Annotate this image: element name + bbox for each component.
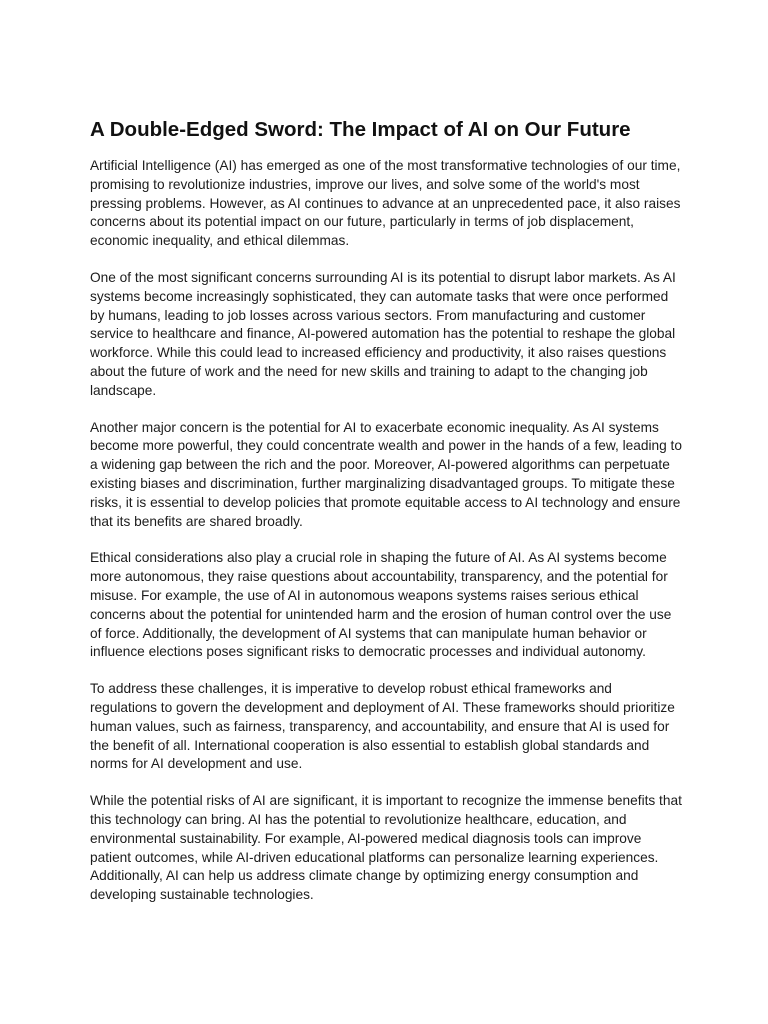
paragraph-economic-inequality: Another major concern is the potential for AI to exacerbate economic inequality. As AI systems become more powerful, they could concentrate wealth and power in the hands of a few, leading to a widening gap between the rich and the poor. Moreover, AI-powered algorithms can perpetuate existing biases and discrimination, further marginalizing disadvantaged groups. To mitigate these risks, it is essential to develop policies that promote equitable access to AI technology and ensure that its benefits are shared broadly. [90,419,682,529]
document-title: A Double-Edged Sword: The Impact of AI on Our Future [90,118,631,141]
paragraph-labor-markets: One of the most significant concerns surrounding AI is its potential to disrupt labor markets. As AI systems become increasingly sophisticated, they can automate tasks that were once performed by humans, leading to job losses across various sectors. From manufacturing and customer service to healthcare and finance, AI-powered automation has the potential to reshape the global workforce. While this could lead to increased efficiency and productivity, it also raises questions about the future of work and the need for new skills and training to adapt to the changing job landscape. [90,269,676,398]
paragraph-addressing-challenges: To address these challenges, it is imperative to develop robust ethical frameworks and regulations to govern the development and deployment of AI. These frameworks should prioritize human values, such as fairness, transparency, and accountability, and ensure that AI is used for the benefit of all. International cooperation is also essential to establish global standards and norms for AI development and use. [90,681,675,772]
paragraph-ethical-considerations: Ethical considerations also play a crucial role in shaping the future of AI. As AI systems become more autonomous, they raise questions about accountability, transparency, and the potential for misuse. For example, the use of AI in autonomous weapons systems raises serious ethical concerns about the potential for unintended harm and the erosion of human control over the use of force. Additionally, the development of AI systems that can manipulate human behavior or influence elections poses significant risks to democratic processes and individual autonomy. [90,550,672,660]
paragraph-benefits: While the potential risks of AI are significant, it is important to recognize the immense benefits that this technology can bring. AI has the potential to revolutionize healthcare, education, and environmental sustainability. For example, AI-powered medical diagnosis tools can improve patient outcomes, while AI-driven educational platforms can personalize learning experiences. Additionally, AI can help us address climate change by optimizing energy consumption and developing sustainable technologies. [90,793,682,903]
paragraph-intro: Artificial Intelligence (AI) has emerged as one of the most transformative technologies of our time, promising to revolutionize industries, improve our lives, and solve some of the world's most pressing problems. However, as AI continues to advance at an unprecedented pace, it also raises concerns about its potential impact on our future, particularly in terms of job displacement, economic inequality, and ethical dilemmas. [90,158,681,249]
document-body [90,117,682,923]
